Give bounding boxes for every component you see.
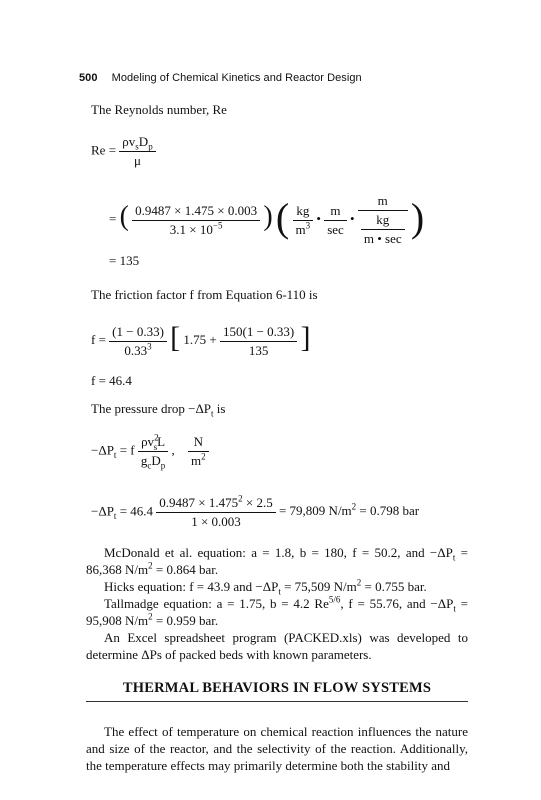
tallmadge-paragraph: Tallmadge equation: a = 1.75, b = 4.2 $Re^{5/6}$, f = 55.76, and $-\Delta P_t = 95,908$ $N/m^2 = 0.959$ bar. <box>86 594 468 628</box>
left-big-paren-icon: ( <box>275 195 290 240</box>
heading-rule <box>86 701 468 702</box>
pressure-equation: $-\Delta P_t = f$ $\frac{\rho v^2_sL}{g_cD_p}$ , $\frac{N}{m^2}$ <box>91 434 209 469</box>
friction-result: f = 46.4 <box>91 373 132 388</box>
left-bracket-icon: [ <box>170 321 181 354</box>
reynolds-definition <box>91 134 156 169</box>
unit-m-over-viscosity: $\frac{m}{\frac{kg}{m • \sec}}$ <box>358 193 408 247</box>
running-title: Modeling of Chemical Kinetics and Reactor Design <box>111 72 362 84</box>
unit-kg-m3: $\frac{kg}{m^3}$ <box>293 203 314 238</box>
section-body: The effect of temperature on chemical reaction influences the nature and size of the reactor, and the selectivity of the reaction. Additionally, the temperature effects may primarily determine both the stability and <box>86 724 468 773</box>
right-bracket-icon: ] <box>300 321 311 354</box>
reynolds-intro: The Reynolds number, Re <box>91 102 227 117</box>
reynolds-calc-fraction: $\frac{0.9487 \times 1.475 \times 0.003}{3.1 \times 10^{-5}}$ <box>132 203 260 238</box>
running-header <box>79 72 479 84</box>
unit-m-sec: $\frac{m}{\sec}$ <box>324 203 347 238</box>
pressure-calc-fraction: $\frac{0.9487 \times 1.475^2 \times 2.5}{1 \times 0.003}$ <box>156 495 275 530</box>
right-big-paren-icon: ) <box>410 195 425 240</box>
reynolds-calculation <box>109 186 424 247</box>
friction-intro: The friction factor f from Equation 6-110 is <box>91 287 318 302</box>
reynolds-denominator: μ <box>133 153 141 168</box>
reynolds-numerator: $\rho v_sD_p$ <box>119 134 155 152</box>
page-number: 500 <box>79 72 98 84</box>
excel-paragraph: An Excel spreadsheet program (PACKED.xls) was developed to determine ΔPs of packed beds with known parameters. <box>86 630 468 662</box>
right-paren-icon: ) <box>263 201 273 232</box>
reynolds-result: = 135 <box>109 253 140 268</box>
pressure-unit: $\frac{N}{m^2}$ <box>188 434 209 469</box>
dot-icon: • <box>316 211 321 226</box>
friction-fraction-2: $\frac{150(1 - 0.33)}{135}$ <box>220 324 297 359</box>
left-paren-icon: ( <box>119 201 129 232</box>
section-heading: THERMAL BEHAVIORS IN FLOW SYSTEMS <box>122 680 432 696</box>
pressure-calculation: $-\Delta P_t = 46.4$ $\frac{0.9487 \times 1.475^2 \times 2.5}{1 \times 0.003}$ = 79,809 $N/m^2 = 0.798$ bar <box>91 493 420 529</box>
mcdonald-paragraph: McDonald et al. equation: a = 1.8, b = 180, f = 50.2, and $-\Delta P_t = 86,368$ $N/m^2 = 0.864$ bar. <box>86 545 468 577</box>
reynolds-lhs: Re = <box>91 142 117 158</box>
friction-fraction-1: $\frac{(1 - 0.33)}{0.33^3}$ <box>109 324 167 359</box>
pressure-intro: The pressure drop $-\Delta P_t$ is <box>91 401 226 419</box>
friction-equation: f = $\frac{(1 - 0.33)}{0.33^3}$ [ 1.75 + $\frac{150(1 - 0.33)}{135}$ ] <box>91 321 311 358</box>
dot-icon: • <box>350 211 355 226</box>
hicks-paragraph: Hicks equation: f = 43.9 and $-\Delta P_t = 75,509$ $N/m^2 = 0.755$ bar. <box>104 577 427 597</box>
reynolds-fraction <box>119 134 155 169</box>
pressure-fraction: $\frac{\rho v^2_sL}{g_cD_p}$ <box>138 434 168 469</box>
reynolds-calc-prefix: = <box>109 211 117 226</box>
